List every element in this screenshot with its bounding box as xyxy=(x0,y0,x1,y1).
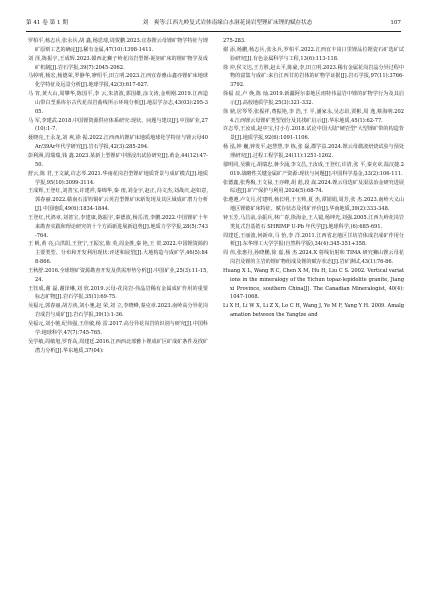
reference-entry: 马婷明,杨宏,杨德荣,罗静华,廖绍平,田立明.2023.江西宜春雅山鑫亦锂矿床地球化学特征及远景分析[J].地球学报,42(3):617-627. xyxy=(28,73,208,89)
reference-entry: 张德鑫,张秀梅,王文禄,王亦峰,胡 彪,段 嵩.2024.锂云母选矿及湿法冶金研究进展综述[J].矿产保护与利用,2024(5):68-74. xyxy=(223,179,404,195)
reference-entry: 王成辉,王登红,刘善宝,许建祥,秦锦华,秦 雨,刘金宇,赵正,冯文杰,刘战庆,赵如意,郭春丽.2022.赣南石雷钨铜矿云英岩型锂矿床新发现及其区域成矿潜力分析[J].中国地质,49(6):1834-1844. xyxy=(28,188,208,213)
reference-entry: 许志琴,王汝成,赵中宝,付小方.2018.试论中国大陆"硬岩型"大型锂矿带的构造背景[J].地质学报,92(6):1091-1106. xyxy=(223,126,404,142)
references-right-column xyxy=(223,37,404,320)
reference-entry: 徐 冲,侯文达,王方胜,赵太平,陈豪,李,田立明.2023.稀有金属花岗岩晶分异过程中物的富集与成矿:来自江西甘坊岩体的矿物学证据[J].岩石学报,97(11):3766-3792. xyxy=(223,64,404,89)
reference-entry: 吴福元,刘小驰,纪伟强,王佳敏,杨 雷.2017.高分异花岗岩的识别与研究[J].中国科学:地球科学,47(7):745-765. xyxy=(28,321,208,336)
reference-entry: 刘 泽,陈振宇,王成辉.2023.赣西北狮子岭花岗岩型锂-铌钽矿床的锂矿物学及成矿机制[J].岩石学报,39(7):2045-2062. xyxy=(28,55,208,71)
reference-entry: 彭利洲,周瑞瑞,钱 鑫.2023.某新上型锂矿中锂浸出试验研究[J].黄金,44(12):47-50. xyxy=(28,152,208,168)
reference-entry: 徐 鼎,居琴琴,张振祥,费振艳,李 浩,王 平,潘家永,吴志昂,贾彬,周 逸,蔡海明.2024.江西锂云母锂矿类型划分及其找矿启示[J].华东地质,45(1):62-77. xyxy=(223,108,404,124)
reference-entry: 王 帆,黄 亮,白洪阳,王登宁,王振宏,陈 英,周金胜,秦 艳,王 贺.2022.中国锂资源的主要类型、分布和开发利用现状:评述和展望[J].大地构造与成矿学,46(5):848-866. xyxy=(28,241,208,266)
reference-entry: 周 伟,张惠丹,孙晓鹏,徐 嘉,杨 杰.2024.X 射线衍射和 TIMA 研究狮山锂云母花岗岩及锂的主岩的锂矿物组成及锂的赋存状态[J].岩矿测试,43(1):76-86. xyxy=(223,250,404,266)
reference-entry: 王钰成,谢 磊,谢泽琳,刘 欣.2019.云母-花岗岩-伟晶岩稀有金属成矿作用的重要标志矿物[J].岩石学报,35(1):69-75. xyxy=(28,285,208,301)
running-header xyxy=(26,16,401,30)
reference-entry: 马 军,李建武.2018.中国锂资源供应体系研究:现状、问题与建议[J].中国矿业,27(10):1-7. xyxy=(28,117,208,133)
reference-entry: 吴福元,郭春丽,胡方泱,刘小驰,赵 荣,刘 立,李晓峰,秦克章.2023.南岭高分异花岗岩成岩与成矿[J].岩石学报,39(1):1-36. xyxy=(28,303,208,319)
reference-entry: 郁明同,吴骥元,胡瑞忠,蒋少涌,李文昌,王汝成,王登红,许清,张 平,秦克章,温汉捷.2019.战略性关键金属矿产资源:现状与问题[J].中国科学基金,33(2):106-111. xyxy=(223,161,404,177)
reference-entry: 聂晓亮,王永龙,刘 爽,徐 振.2022.江西西坑锂矿床地质地球化学特征与锂云母40Ar/39Ar年代学研究[J].岩石学报,42(3):285-294. xyxy=(28,135,208,151)
header-rule xyxy=(26,31,401,32)
reference-entry: 周建廷,王丽波,何新章,马 怡,李 洋.2011.江西省北地区甘坊岩体成岩成矿作用分析[J].东华理工大学学报(自然科学版),34(4):345-351+358. xyxy=(223,232,404,248)
reference-entry: 舒云,陈 君,王文斌,许志琴.2021.华南花岗岩型锂矿地质背景与成矿模式[J].地质学报,95(10):3099-3114. xyxy=(28,170,208,186)
reference-entry: 王登红,代鸿章,刘善宝,李建康,陈振宇,秦德波,杨岳清,李鹏.2022.中国锂矿十年来勘查实践和理论研究的十个方面新进展新趋势[J].地质力学学报,28(5):743-764. xyxy=(28,214,208,239)
page-number: 107 xyxy=(390,20,401,26)
reference-entry: 王秋舒.2016.全球锂矿资源勘查开发及供需形势分析[J].中国矿业,25(3):11-15,24. xyxy=(28,267,208,283)
reference-entry: 谢 添,杨鹏,杨志兵,张永兵,罗柏平.2022.江西宜丰岗口里锂品位锂瓷石矿选矿试验研究[J].有色金属科学与工程,13(6):113-118. xyxy=(223,46,404,62)
reference-entry: 吴学敏,周敏旭,罗育高,周建廷.2016.江西西北部雅卜锂成矿区矿成矿条件及找矿潜力分析[J].华东地质,37(04): xyxy=(28,338,208,354)
reference-entry: 马 宵,黄大山,周攀华,陈国平,李 云,朱清波,郭国雄,涂文涛,金明刚.2019.江西造山带白垩系库尔古代花岗岩曲线所示环境分析[J].地层学杂志,43(03):295-305. xyxy=(28,91,208,115)
reference-entry: Li X H, Li W X, Li Z X, Lo C H, Wang J, Ye M F, Yang Y H. 2009. Amalgamation between the Yangtze and xyxy=(223,303,404,319)
references-left-column xyxy=(28,37,208,355)
reference-entry: 杨 泓,钟 巍,钟发平,赵慧慧,李 栋,张 磊,郡学益.2024.锂云母微波焙烧试验与预处理研究[J].过程工程学报,24(11):1251-1262. xyxy=(223,144,404,159)
reference-entry: 275-283. xyxy=(223,38,246,44)
volume-issue: 第 41 卷 第 1 期 xyxy=(26,20,68,26)
reference-entry: 钟玉芳,马昌前,余振兵,林广春,徐海金,王人镜,杨坤光,刘强.2005.江西九岭花岗岩类复式岩基锆石 SHRIMP U-Pb 年代学[J].地球科学,(6):685-691. xyxy=(223,214,404,230)
reference-entry: 徐福 辰,卢 焕,陈 灿.2019.新疆阿尔泰地区雨特伟晶岩中锂的矿物学行为及其启示[J].高校地质学报,25(3):321-332. xyxy=(223,91,404,106)
reference-entry: Huang X L, Wang R C, Chen X M, Hu H, Liu C S. 2002. Vertical variations in the mineralogy of the Yichun topaz-lepidolite granite, Jiangxi Province, southern China[J]. The Canadian Mineralogist, 40(4): 1047-1068. xyxy=(223,267,404,301)
running-title: 刘 爽等:江西九岭复式岩体南缘白水洞花岗岩型锂矿床锂的赋存状态 xyxy=(142,20,313,26)
reference-entry: 罗柏平,杨志兵,张永兵,胡 鑫,杨思琦,周贺鹏.2023.宜春锂云母锂矿物学特征与锂矿原则工艺的确定[J].稀有金属,47(10):1398-1411. xyxy=(28,38,208,53)
reference-entry: 张遵遵,卢文月,付建明,杨长明,于玉帅,夏 杰,谭娟娟,周芳,张 杰.2023.南岭大义山地区锂铍矿床特征、赋存状态及找矿评价[J].华南地质,39(2):333-348. xyxy=(223,197,404,213)
